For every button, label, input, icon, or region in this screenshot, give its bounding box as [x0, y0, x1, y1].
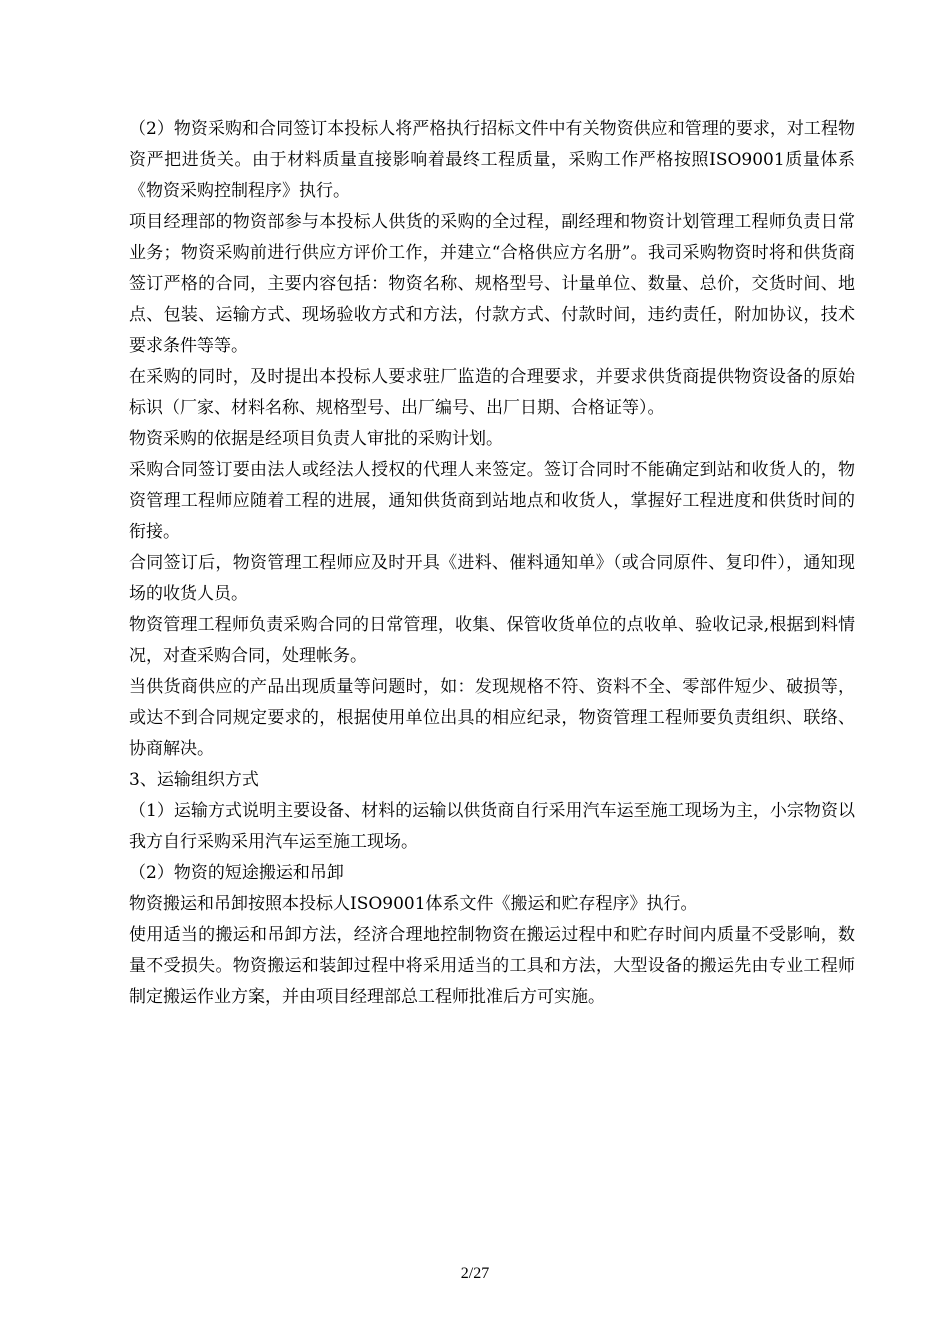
- paragraph-procurement-basis: 物资采购的依据是经项目负责人审批的采购计划。: [129, 429, 503, 449]
- paragraph-handling-procedure: 物资搬运和吊卸按照本投标人ISO9001体系文件《搬运和贮存程序》执行。: [129, 894, 698, 914]
- paragraph-transport-method: （1）运输方式说明主要设备、材料的运输以供货商自行采用汽车运至施工现场为主，小宗物资以我方自行采购采用汽车运至施工现场。: [129, 801, 855, 852]
- section-heading-transport: 3、运输组织方式: [129, 770, 259, 790]
- paragraph-quality-issues: 当供货商供应的产品出现质量等问题时，如：发现规格不符、资料不全、零部件短少、破损等，或达不到合同规定要求的，根据使用单位出具的相应纪录，物资管理工程师要负责组织、联络、协商解决。: [129, 677, 855, 759]
- document-body: [129, 114, 855, 1013]
- paragraph-procurement-contract: （2）物资采购和合同签订本投标人将严格执行招标文件中有关物资供应和管理的要求，对工程物资严把进货关。由于材料质量直接影响着最终工程质量，采购工作严格按照ISO9001质量体系《物资采购控制程序》执行。: [129, 119, 855, 201]
- paragraph-after-signing: 合同签订后，物资管理工程师应及时开具《进料、催料通知单》（或合同原件、复印件），通知现场的收货人员。: [129, 553, 855, 604]
- paragraph-factory-supervision: 在采购的同时，及时提出本投标人要求驻厂监造的合理要求，并要求供货商提供物资设备的原始标识（厂家、材料名称、规格型号、出厂编号、出厂日期、合格证等）。: [129, 367, 855, 418]
- paragraph-contract-signing: 采购合同签订要由法人或经法人授权的代理人来签定。签订合同时不能确定到站和收货人的，物资管理工程师应随着工程的进展，通知供货商到站地点和收货人，掌握好工程进度和供货时间的衔接。: [129, 460, 855, 542]
- paragraph-material-department: 项目经理部的物资部参与本投标人供货的采购的全过程，副经理和物资计划管理工程师负责日常业务；物资采购前进行供应方评价工作，并建立“合格供应方名册”。我司采购物资时将和供货商签订严格的合同，主要内容包括：物资名称、规格型号、计量单位、数量、总价，交货时间、地点、包装、运输方式、现场验收方式和方法，付款方式、付款时间，违约责任，附加协议，技术要求条件等等。: [129, 212, 855, 356]
- paragraph-contract-management: 物资管理工程师负责采购合同的日常管理，收集、保管收货单位的点收单、验收记录,根据到料情况，对查采购合同，处理帐务。: [129, 615, 855, 666]
- subheading-short-haul: （2）物资的短途搬运和吊卸: [129, 863, 344, 883]
- paragraph-handling-methods: 使用适当的搬运和吊卸方法，经济合理地控制物资在搬运过程中和贮存时间内质量不受影响，数量不受损失。物资搬运和装卸过程中将采用适当的工具和方法，大型设备的搬运先由专业工程师制定搬运作业方案，并由项目经理部总工程师批准后方可实施。: [129, 925, 855, 1007]
- page-number: 2/27: [460, 1265, 490, 1282]
